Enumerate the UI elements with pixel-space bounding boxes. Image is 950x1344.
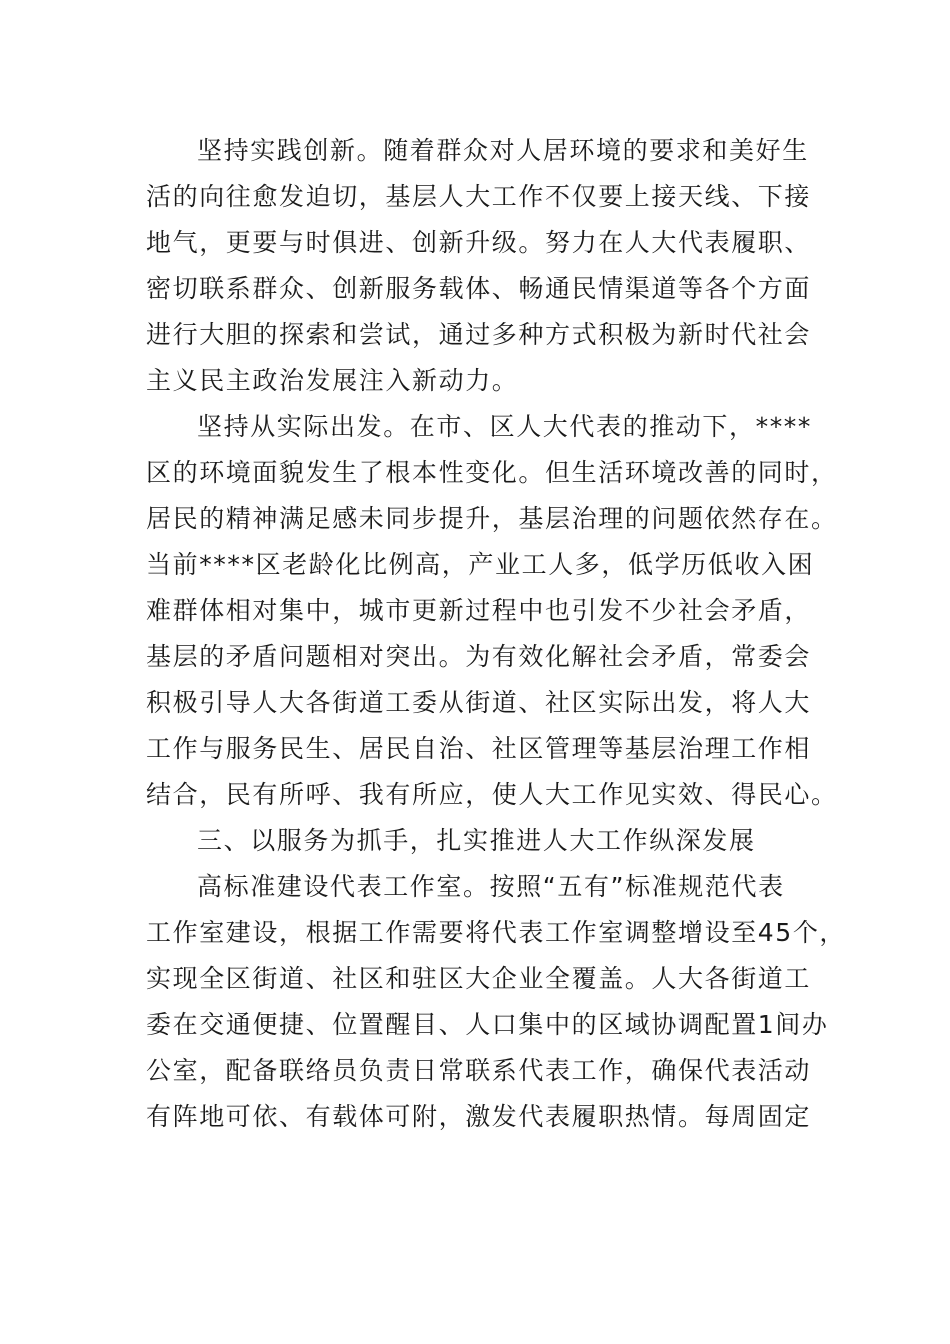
text-line: 坚持实践创新。随着群众对人居环境的要求和美好生 [197, 136, 809, 165]
text-line: 公室，配备联络员负责日常联系代表工作，确保代表活动 [146, 1056, 812, 1085]
text-line: 高标准建设代表工作室。按照“五有”标准规范代表 [197, 872, 785, 901]
text-line: 基层的矛盾问题相对突出。为有效化解社会矛盾，常委会 [146, 642, 812, 671]
text-line: 委在交通便捷、位置醒目、人口集中的区域协调配置1间办 [146, 1010, 829, 1039]
text-line: 结合，民有所呼、我有所应，使人大工作见实效、得民心。 [146, 780, 838, 809]
document-body [146, 128, 847, 1140]
text-line: 区的环境面貌发生了根本性变化。但生活环境改善的同时， [146, 458, 838, 487]
text-line: 主义民主政治发展注入新动力。 [146, 366, 519, 395]
text-line: 进行大胆的探索和尝试，通过多种方式积极为新时代社会 [146, 320, 812, 349]
text-line: 当前****区老龄化比例高，产业工人多，低学历低收入困 [146, 550, 815, 579]
text-line: 有阵地可依、有载体可附，激发代表履职热情。每周固定 [146, 1102, 812, 1131]
text-line: 工作与服务民生、居民自治、社区管理等基层治理工作相 [146, 734, 812, 763]
text-line: 地气，更要与时俱进、创新升级。努力在人大代表履职、 [146, 228, 812, 257]
text-line: 积极引导人大各街道工委从街道、社区实际出发，将人大 [146, 688, 812, 717]
text-line: 坚持从实际出发。在市、区人大代表的推动下，**** [197, 412, 813, 441]
text-line: 活的向往愈发迫切，基层人大工作不仅要上接天线、下接 [146, 182, 812, 211]
text-line: 密切联系群众、创新服务载体、畅通民情渠道等各个方面 [146, 274, 812, 303]
text-line: 难群体相对集中，城市更新过程中也引发不少社会矛盾， [146, 596, 812, 625]
text-line: 三、以服务为抓手，扎实推进人大工作纵深发展 [197, 826, 756, 855]
text-line: 居民的精神满足感未同步提升，基层治理的问题依然存在。 [146, 504, 838, 533]
text-line: 实现全区街道、社区和驻区大企业全覆盖。人大各街道工 [146, 964, 812, 993]
text-line: 工作室建设，根据工作需要将代表工作室调整增设至45个， [146, 918, 847, 947]
